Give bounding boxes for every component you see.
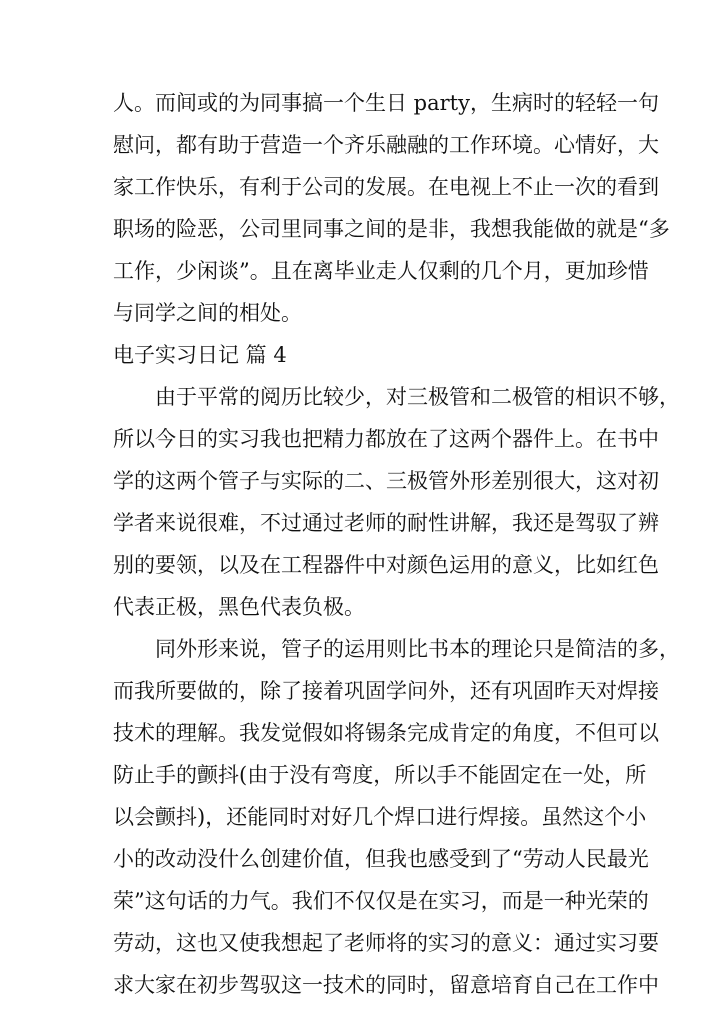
text-line: 荣”这句话的力气。我们不仅仅是在实习，而是一种光荣的 <box>113 889 649 913</box>
text-line: 家工作快乐，有利于公司的发展。在电视上不止一次的看到 <box>113 175 659 199</box>
section-heading: 电子实习日记 篇 4 <box>113 343 287 367</box>
text-line: 工作，少闲谈”。且在离毕业走人仅剩的几个月，更加珍惜 <box>113 259 649 283</box>
paragraph-first-line: 由于平常的阅历比较少，对三极管和二极管的相识不够， <box>155 385 680 409</box>
text-line: 慰问，都有助于营造一个齐乐融融的工作环境。心情好，大 <box>113 133 659 157</box>
text-line: 求大家在初步驾驭这一技术的同时，留意培育自己在工作中 <box>113 973 659 997</box>
text-line: 别的要领，以及在工程器件中对颜色运用的意义，比如红色 <box>113 553 659 577</box>
text-line: 学的这两个管子与实际的二、三极管外形差别很大，这对初 <box>113 469 659 493</box>
paragraph-first-line: 同外形来说，管子的运用则比书本的理论只是简洁的多， <box>155 637 680 661</box>
text-line: 而我所要做的，除了接着巩固学问外，还有巩固昨天对焊接 <box>113 679 659 703</box>
text-line: 小的改动没什么创建价值，但我也感受到了“劳动人民最光 <box>113 847 649 871</box>
text-line: 代表正极，黑色代表负极。 <box>113 595 365 619</box>
text-line: 劳动，这也又使我想起了老师将的实习的意义：通过实习要 <box>113 931 659 955</box>
text-line: 职场的险恶，公司里同事之间的是非，我想我能做的就是“多 <box>113 217 670 241</box>
text-line: 学者来说很难，不过通过老师的耐性讲解，我还是驾驭了辨 <box>113 511 659 535</box>
text-line: 人。而间或的为同事搞一个生日 party，生病时的轻轻一句 <box>113 91 659 115</box>
text-line: 防止手的颤抖(由于没有弯度，所以手不能固定在一处，所 <box>113 763 647 787</box>
text-line: 以会颤抖)，还能同时对好几个焊口进行焊接。虽然这个小 <box>113 805 647 829</box>
text-line: 所以今日的实习我也把精力都放在了这两个器件上。在书中 <box>113 427 659 451</box>
text-line: 技术的理解。我发觉假如将锡条完成肯定的角度，不但可以 <box>113 721 659 745</box>
text-line: 与同学之间的相处。 <box>113 301 302 325</box>
